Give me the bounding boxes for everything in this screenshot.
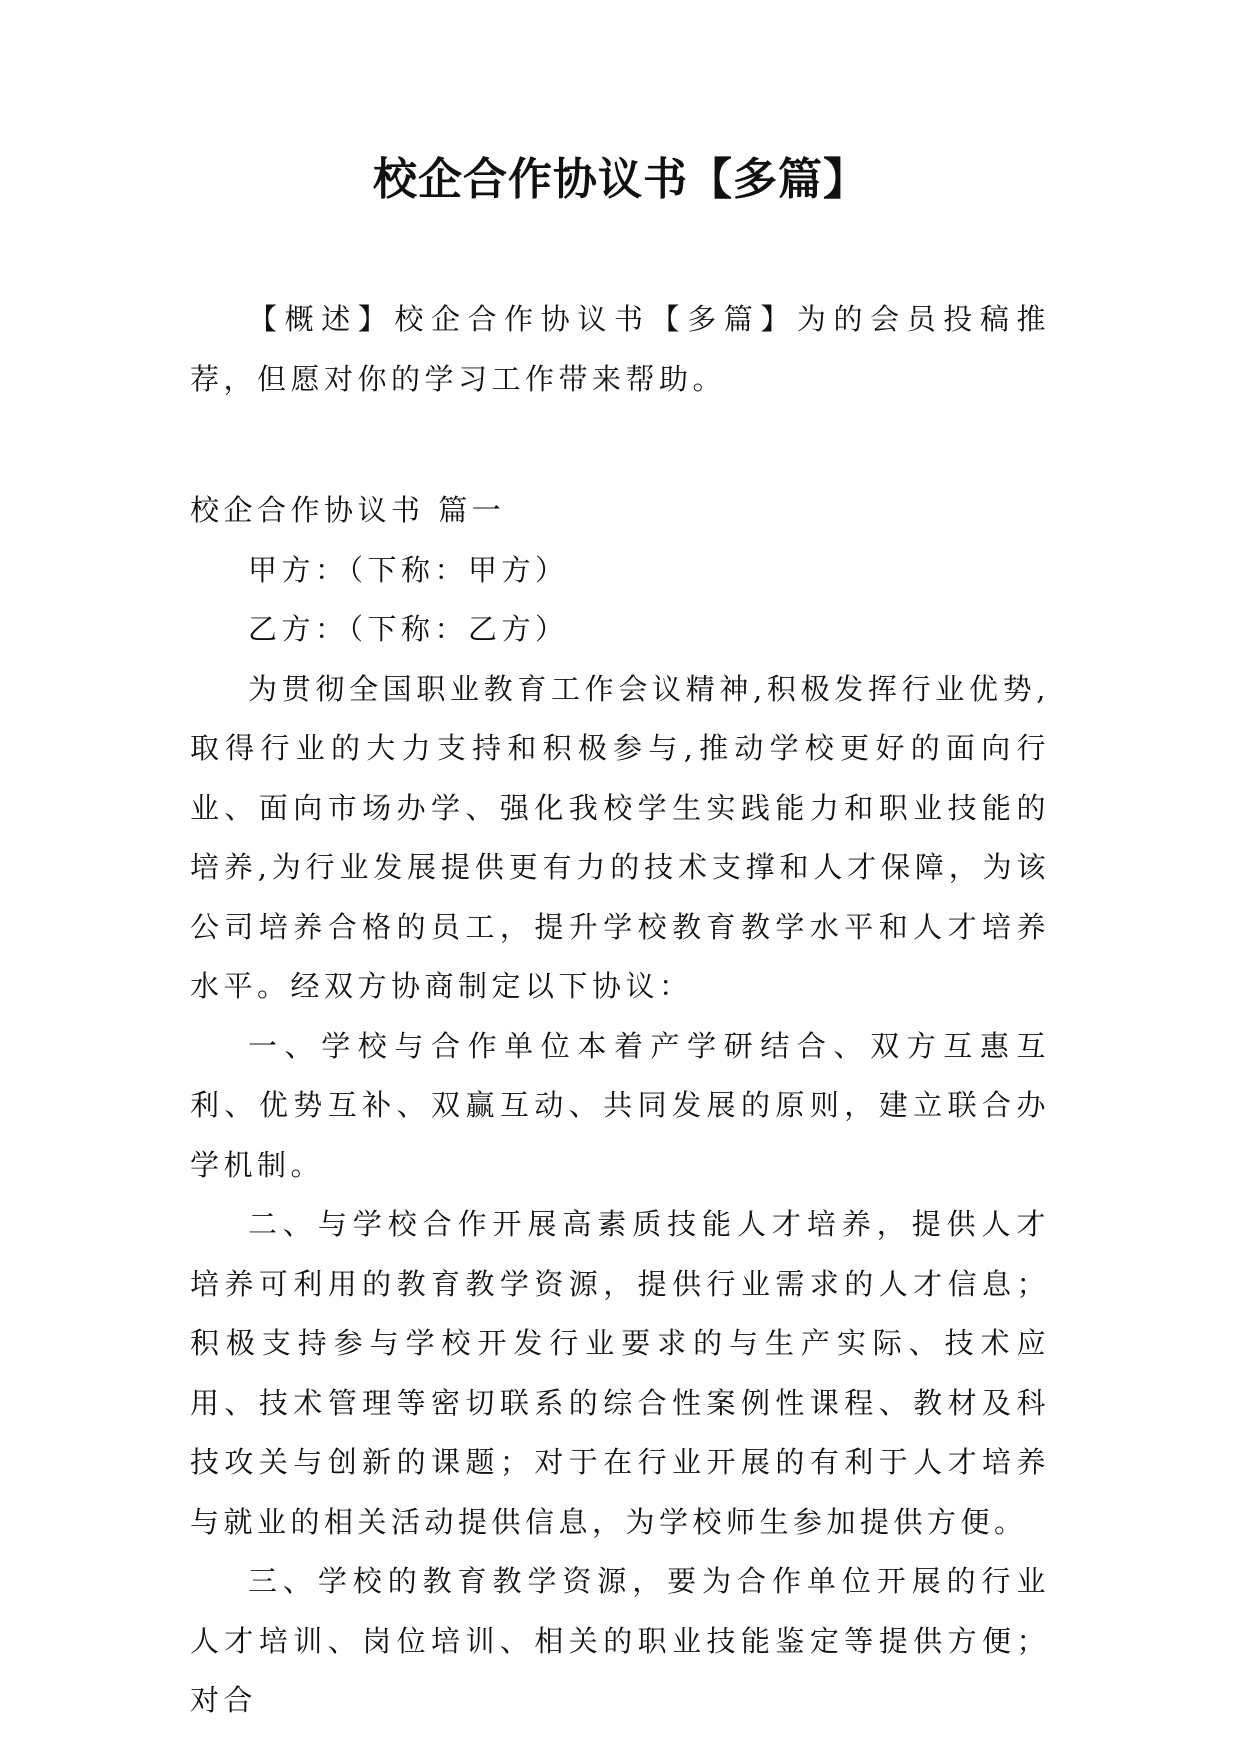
party-b-line: 乙方：（下称：乙方） [248,612,569,646]
document-title: 校企合作协议书【多篇】 [373,154,868,205]
clause-3-paragraph: 三、学校的教育教学资源，要为合作单位开展的行业人才培训、岗位培训、相关的职业技能鉴定等提供方便；对合 [190,1564,1050,1717]
summary-paragraph: 【概述】校企合作协议书【多篇】为的会员投稿推荐，但愿对你的学习工作带来帮助。 [190,302,1050,396]
section-heading: 校企合作协议书 篇一 [190,493,506,527]
preamble-paragraph: 为贯彻全国职业教育工作会议精神,积极发挥行业优势,取得行业的大力支持和积极参与,推动学校更好的面向行业、面向市场办学、强化我校学生实践能力和职业技能的培养,为行业发展提供更有力的技术支撑和人才保障，为该公司培养合格的员工，提升学校教育教学水平和人才培养水平。经双方协商制定以下协议： [190,671,1050,1003]
clause-1-paragraph: 一、学校与合作单位本着产学研结合、双方互惠互利、优势互补、双赢互动、共同发展的原则，建立联合办学机制。 [190,1028,1050,1182]
party-a-line: 甲方：（下称：甲方） [248,552,569,587]
clause-2-paragraph: 二、与学校合作开展高素质技能人才培养，提供人才培养可利用的教育教学资源，提供行业需求的人才信息；积极支持参与学校开发行业要求的与生产实际、技术应用、技术管理等密切联系的综合性案例性课程、教材及科技攻关与创新的课题；对于在行业开展的有利于人才培养与就业的相关活动提供信息，为学校师生参加提供方便。 [190,1207,1050,1539]
document-body [190,290,1050,1731]
